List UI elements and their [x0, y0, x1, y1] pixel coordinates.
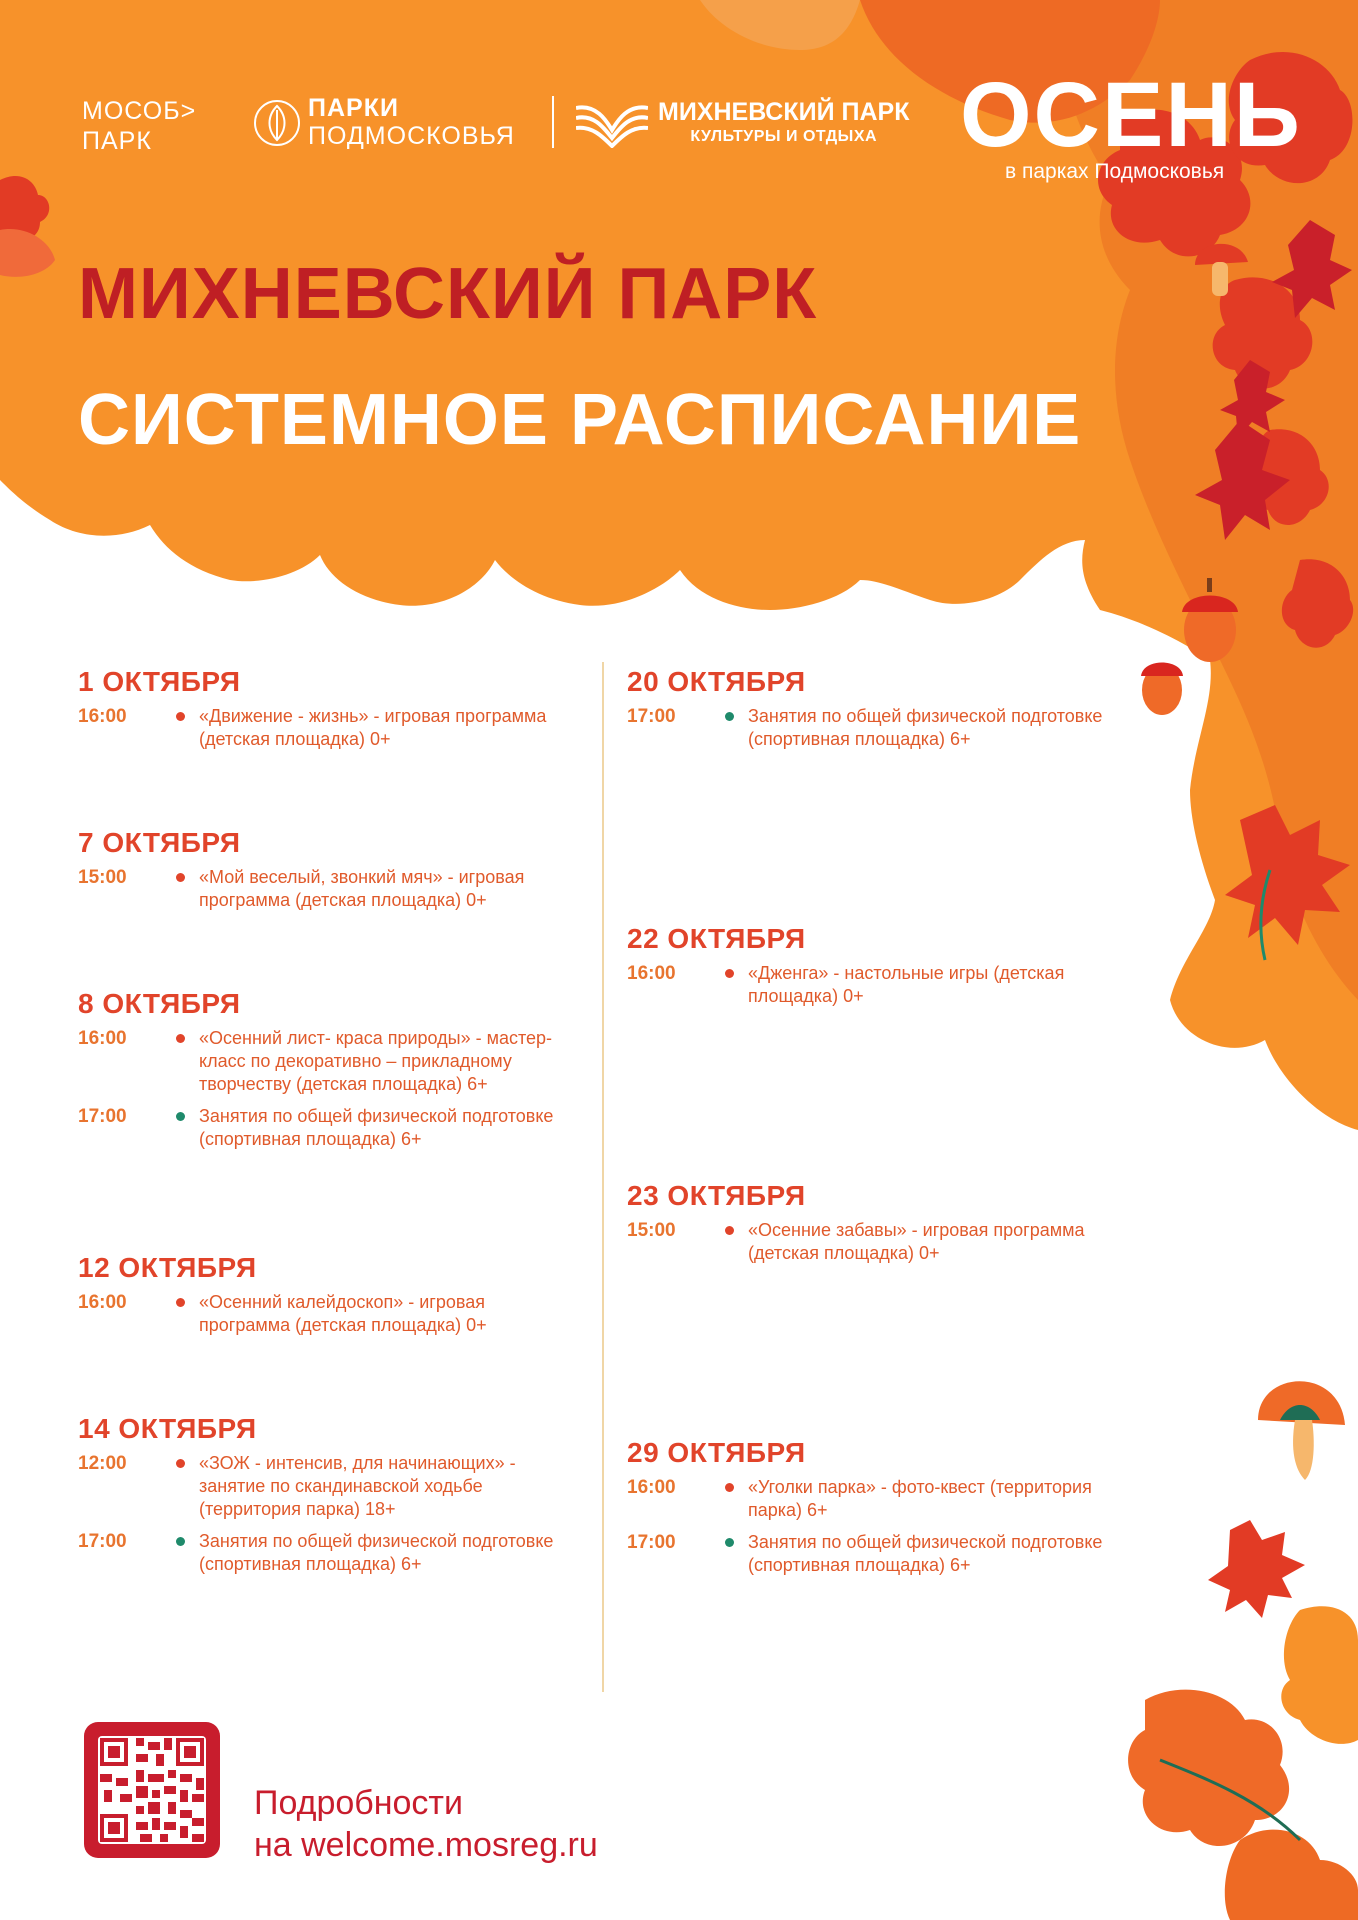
event-dot	[725, 712, 734, 721]
details-link[interactable]	[254, 1782, 598, 1866]
day-block	[627, 1437, 1117, 1577]
mikhnevsky-stripes-icon	[576, 100, 648, 148]
event-dot	[176, 712, 185, 721]
day-date: 14 ОКТЯБРЯ	[78, 1413, 257, 1444]
parki-line1: ПАРКИ	[308, 94, 399, 122]
mosobl-line1: МОСОБ>	[82, 97, 197, 125]
event-item	[627, 962, 1117, 1008]
column-divider	[602, 662, 604, 1692]
event-item	[627, 1531, 1117, 1577]
event-dot	[176, 873, 185, 882]
event-dot	[725, 1538, 734, 1547]
event-text: «Осенний калейдоскоп» - игровая программа (детская площадка) 0+	[199, 1292, 487, 1335]
event-item	[78, 1291, 568, 1337]
event-time: 16:00	[78, 706, 127, 727]
event-text: «Уголки парка» - фото-квест (территория парка) 6+	[748, 1477, 1092, 1520]
parki-leaf-icon	[252, 98, 302, 148]
event-dot	[176, 1298, 185, 1307]
event-text: Занятия по общей физической подготовке (спортивная площадка) 6+	[199, 1531, 554, 1574]
event-text: «Движение - жизнь» - игровая программа (детская площадка) 0+	[199, 706, 547, 749]
event-dot	[725, 969, 734, 978]
event-time: 16:00	[78, 1028, 127, 1049]
event-item	[78, 1452, 568, 1521]
event-item	[78, 866, 568, 912]
event-item	[627, 1219, 1117, 1265]
event-time: 17:00	[78, 1531, 127, 1552]
header-logos	[0, 0, 1358, 200]
event-time: 17:00	[78, 1106, 127, 1127]
day-date: 12 ОКТЯБРЯ	[78, 1252, 257, 1283]
mikhnevsky-park-logo	[658, 98, 909, 148]
event-item	[78, 1530, 568, 1576]
day-block	[78, 1252, 568, 1337]
details-line1: Подробности	[254, 1784, 463, 1822]
day-date: 7 ОКТЯБРЯ	[78, 827, 241, 858]
event-time: 16:00	[78, 1292, 127, 1313]
osen-big: ОСЕНЬ	[960, 64, 1302, 166]
event-time: 17:00	[627, 706, 676, 727]
details-line2: на welcome.mosreg.ru	[254, 1826, 598, 1864]
day-block	[78, 1413, 568, 1576]
event-time: 15:00	[627, 1220, 676, 1241]
osen-small: в парках Подмосковья	[1005, 160, 1225, 183]
day-date: 8 ОКТЯБРЯ	[78, 988, 241, 1019]
event-text: Занятия по общей физической подготовке (спортивная площадка) 6+	[748, 1532, 1103, 1575]
osen-logo	[960, 64, 1302, 184]
event-time: 16:00	[627, 963, 676, 984]
event-text: «Дженга» - настольные игры (детская площадка) 0+	[748, 963, 1065, 1006]
parki-line2: ПОДМОСКОВЬЯ	[308, 122, 515, 150]
event-text: «Осенний лист- краса природы» - мастер- класс по декоративно – прикладному творчеству (детская площадка) 6+	[199, 1028, 553, 1094]
day-block	[627, 666, 1117, 751]
event-dot	[725, 1226, 734, 1235]
event-item	[78, 1105, 568, 1151]
event-text: Занятия по общей физической подготовке (спортивная площадка) 6+	[199, 1106, 554, 1149]
event-text: «ЗОЖ - интенсив, для начинающих» - занятие по скандинавской ходьбе (территория парка) 18+	[199, 1453, 516, 1519]
event-time: 12:00	[78, 1453, 127, 1474]
event-item	[78, 705, 568, 751]
event-item	[627, 1476, 1117, 1522]
day-block	[78, 666, 568, 751]
day-date: 23 ОКТЯБРЯ	[627, 1180, 806, 1211]
event-dot	[176, 1537, 185, 1546]
day-block	[627, 923, 1117, 1008]
event-text: «Осенние забавы» - игровая программа (детская площадка) 0+	[748, 1220, 1085, 1263]
event-dot	[725, 1483, 734, 1492]
mushroom-lower-icon	[1258, 1381, 1345, 1480]
page-title: МИХНЕВСКИЙ ПАРК	[78, 254, 818, 334]
event-dot	[176, 1112, 185, 1121]
day-block	[78, 988, 568, 1151]
event-time: 17:00	[627, 1532, 676, 1553]
day-date: 22 ОКТЯБРЯ	[627, 923, 806, 954]
event-item	[78, 1027, 568, 1096]
event-time: 16:00	[627, 1477, 676, 1498]
leaf-lower-right	[1208, 1520, 1305, 1618]
parki-podmoskovya-logo	[308, 94, 515, 150]
event-item	[627, 705, 1117, 751]
day-date: 20 ОКТЯБРЯ	[627, 666, 806, 697]
day-date: 1 ОКТЯБРЯ	[78, 666, 241, 697]
event-time: 15:00	[78, 867, 127, 888]
mikh-line1: МИХНЕВСКИЙ ПАРК	[658, 98, 910, 126]
mosobl-park-logo	[82, 96, 196, 156]
leaf-cluster-bottom	[1128, 1606, 1358, 1920]
mikh-line2: КУЛЬТУРЫ И ОТДЫХА	[690, 128, 878, 145]
mosobl-line2: ПАРК	[82, 127, 152, 155]
day-block	[627, 1180, 1117, 1265]
page-subtitle: СИСТЕМНОЕ РАСПИСАНИЕ	[78, 380, 1082, 460]
event-text: Занятия по общей физической подготовке (спортивная площадка) 6+	[748, 706, 1103, 749]
day-date: 29 ОКТЯБРЯ	[627, 1437, 806, 1468]
day-block	[78, 827, 568, 912]
qr-code[interactable]	[84, 1722, 220, 1858]
event-dot	[176, 1034, 185, 1043]
qr-pattern-icon	[100, 1738, 204, 1842]
event-dot	[176, 1459, 185, 1468]
logo-divider	[552, 96, 554, 148]
event-text: «Мой веселый, звонкий мяч» - игровая программа (детская площадка) 0+	[199, 867, 525, 910]
